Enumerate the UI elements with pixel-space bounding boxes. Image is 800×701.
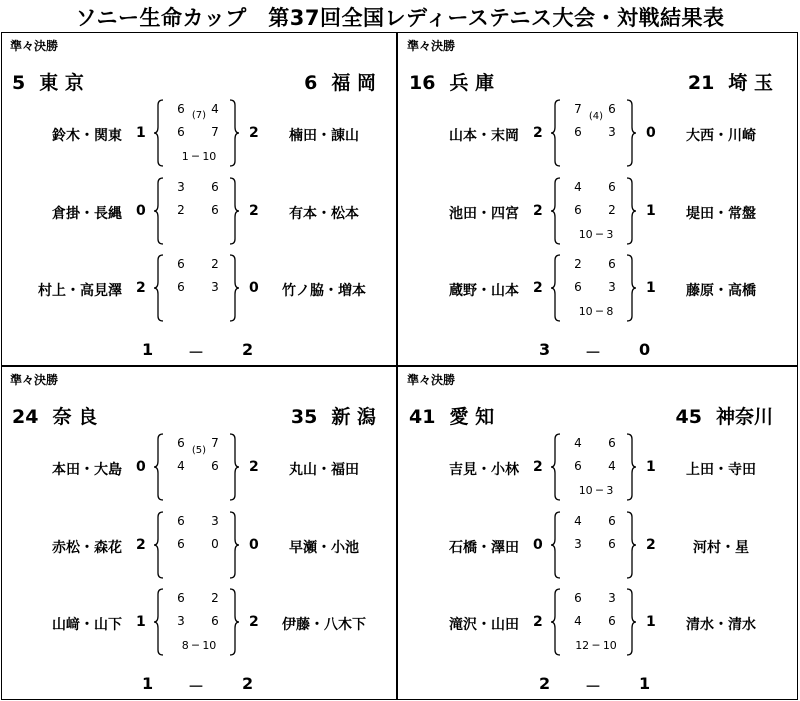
tiebreak-right: 10 <box>202 639 217 652</box>
games-right: 3 <box>211 280 219 294</box>
set-score <box>565 611 627 633</box>
set-score <box>565 588 627 610</box>
games-left: 3 <box>177 614 185 628</box>
right-pair: 堤田・常盤 <box>686 206 756 222</box>
games-left: 4 <box>574 514 582 528</box>
games-left: 6 <box>574 459 582 473</box>
match-row <box>0 586 396 658</box>
games-left: 3 <box>177 180 185 194</box>
match-panel <box>397 32 793 365</box>
right-brace <box>625 511 637 579</box>
set-scores <box>168 509 230 581</box>
right-team <box>304 68 376 95</box>
left-team <box>12 68 84 95</box>
right-brace <box>625 99 637 167</box>
games-right: 6 <box>608 436 616 450</box>
tiebreak-dash: ─ <box>592 228 607 241</box>
right-team-number: 45 <box>675 406 702 428</box>
match-row <box>0 509 396 581</box>
match-tiebreak-score <box>565 639 627 652</box>
games-right: 4 <box>211 102 219 116</box>
tiebreak-right: 3 <box>606 484 614 497</box>
right-brace <box>625 588 637 656</box>
total-left: 2 <box>539 674 551 693</box>
left-pair: 鈴木・関東 <box>52 128 122 144</box>
set-score <box>168 200 230 222</box>
total-dash: － <box>188 343 205 362</box>
match-tiebreak-score <box>565 484 627 497</box>
right-team-name: 福 岡 <box>331 72 376 94</box>
set-score <box>168 511 230 533</box>
match-row <box>397 97 793 169</box>
left-team-number: 5 <box>12 72 26 94</box>
left-brace <box>550 177 562 245</box>
games-left: 6 <box>177 591 185 605</box>
tiebreak-dash: ─ <box>592 305 607 318</box>
set-score <box>565 177 627 199</box>
set-score <box>565 511 627 533</box>
games-left: 6 <box>574 280 582 294</box>
left-team-number: 16 <box>409 72 436 94</box>
set-score <box>168 534 230 556</box>
left-brace <box>153 177 165 245</box>
right-pair: 河村・星 <box>693 540 749 556</box>
games-left: 4 <box>574 614 582 628</box>
left-pair: 山本・末岡 <box>449 128 519 144</box>
match-tiebreak-score <box>565 228 627 241</box>
round-label: 準々決勝 <box>407 373 456 387</box>
round-label: 準々決勝 <box>407 39 456 53</box>
tiebreak-left: 10 <box>578 305 593 318</box>
right-sets-won: 2 <box>249 614 259 630</box>
match-row <box>397 431 793 503</box>
right-pair: 早瀬・小池 <box>289 540 359 556</box>
games-right: 6 <box>211 459 219 473</box>
match-tiebreak-score <box>168 150 230 163</box>
right-pair: 清水・清水 <box>686 617 756 633</box>
right-team-number: 35 <box>290 406 318 428</box>
games-left: 2 <box>177 203 185 217</box>
tiebreak-left: 10 <box>578 484 593 497</box>
tiebreak-right: 10 <box>202 150 217 163</box>
left-brace <box>550 433 562 501</box>
match-panel <box>397 366 793 699</box>
tiebreak-left: 12 <box>575 639 590 652</box>
match-row <box>397 252 793 324</box>
left-brace <box>153 511 165 579</box>
right-brace <box>625 254 637 322</box>
right-team-name: 埼 玉 <box>728 72 773 94</box>
right-brace <box>625 433 637 501</box>
games-right: 3 <box>608 125 616 139</box>
set-score <box>565 277 627 299</box>
games-left: 6 <box>177 436 185 450</box>
games-right: 3 <box>608 591 616 605</box>
round-label: 準々決勝 <box>10 39 59 53</box>
right-brace <box>228 588 240 656</box>
set-score <box>565 200 627 222</box>
total-left: 1 <box>142 340 154 359</box>
left-sets-won: 0 <box>533 537 543 553</box>
games-left: 6 <box>177 514 185 528</box>
right-brace <box>228 177 240 245</box>
games-right: 7 <box>211 125 219 139</box>
right-sets-won: 0 <box>646 125 656 141</box>
right-pair: 伊藤・八木下 <box>282 617 366 633</box>
set-scores <box>168 97 230 169</box>
match-row <box>0 431 396 503</box>
set-scores <box>565 175 627 247</box>
tiebreak-note: (7) <box>191 110 207 121</box>
games-right: 6 <box>211 203 219 217</box>
set-scores <box>168 431 230 503</box>
left-brace <box>550 511 562 579</box>
set-score <box>565 300 627 322</box>
left-team-name: 兵 庫 <box>449 72 495 94</box>
total-right: 0 <box>639 340 651 359</box>
match-panel <box>0 366 396 699</box>
match-tiebreak-score <box>565 305 627 318</box>
right-sets-won: 2 <box>646 537 656 553</box>
total-dash: － <box>188 677 205 696</box>
right-sets-won: 1 <box>646 203 656 219</box>
total-dash: － <box>585 677 602 696</box>
right-sets-won: 2 <box>249 459 259 475</box>
left-team-number: 24 <box>12 406 39 428</box>
right-sets-won: 0 <box>249 280 259 296</box>
set-scores <box>565 252 627 324</box>
right-pair: 藤原・高橋 <box>686 283 756 299</box>
games-left: 7 <box>574 102 582 116</box>
left-sets-won: 2 <box>136 537 146 553</box>
right-pair: 竹ノ脇・増本 <box>282 283 366 299</box>
left-pair: 池田・四宮 <box>449 206 519 222</box>
left-pair: 倉掛・長縄 <box>52 206 122 222</box>
set-scores <box>565 97 627 169</box>
right-pair: 丸山・福田 <box>289 462 359 478</box>
match-row <box>397 509 793 581</box>
set-score <box>565 534 627 556</box>
total-right: 1 <box>639 674 651 693</box>
right-pair: 上田・寺田 <box>686 462 756 478</box>
games-right: 2 <box>211 591 219 605</box>
tiebreak-left: 1 <box>181 150 189 163</box>
games-left: 2 <box>574 257 582 271</box>
right-pair: 有本・松本 <box>289 206 359 222</box>
left-pair: 村上・高見澤 <box>38 283 122 299</box>
set-score <box>168 611 230 633</box>
games-right: 6 <box>608 180 616 194</box>
games-left: 6 <box>177 125 185 139</box>
match-row <box>0 252 396 324</box>
games-left: 4 <box>574 180 582 194</box>
tiebreak-dash: ─ <box>589 639 603 652</box>
left-team <box>409 68 494 95</box>
set-score <box>565 433 627 455</box>
match-row <box>397 175 793 247</box>
games-left: 6 <box>177 102 185 116</box>
set-score <box>168 145 230 167</box>
left-team-name: 東 京 <box>39 72 84 94</box>
left-sets-won: 0 <box>136 203 146 219</box>
left-pair: 吉見・小林 <box>449 462 519 478</box>
set-score <box>168 456 230 478</box>
left-pair: 滝沢・山田 <box>449 617 519 633</box>
right-team <box>291 402 376 429</box>
tiebreak-dash: ─ <box>592 484 607 497</box>
left-sets-won: 2 <box>533 203 543 219</box>
set-score <box>565 122 627 144</box>
games-right: 6 <box>608 102 616 116</box>
right-sets-won: 0 <box>249 537 259 553</box>
set-scores <box>168 252 230 324</box>
total-left: 3 <box>539 340 551 359</box>
games-right: 2 <box>211 257 219 271</box>
right-brace <box>228 511 240 579</box>
total-right: 2 <box>242 340 254 359</box>
left-pair: 山﨑・山下 <box>52 617 122 633</box>
left-brace <box>153 588 165 656</box>
set-score <box>168 277 230 299</box>
total-left: 1 <box>142 674 154 693</box>
match-row <box>0 97 396 169</box>
tiebreak-note: (5) <box>191 445 207 456</box>
set-score <box>168 254 230 276</box>
set-score <box>168 588 230 610</box>
games-right: 6 <box>608 614 616 628</box>
match-tiebreak-score <box>168 639 230 652</box>
set-score <box>565 254 627 276</box>
tiebreak-right: 10 <box>602 639 617 652</box>
games-left: 4 <box>177 459 185 473</box>
left-brace <box>153 99 165 167</box>
total-dash: － <box>585 343 602 362</box>
right-pair: 楠田・諌山 <box>289 128 359 144</box>
games-right: 2 <box>608 203 616 217</box>
set-score <box>565 223 627 245</box>
right-team-name: 神奈川 <box>715 406 773 428</box>
right-brace <box>228 433 240 501</box>
games-right: 6 <box>608 514 616 528</box>
games-left: 6 <box>574 125 582 139</box>
left-brace <box>550 254 562 322</box>
games-right: 6 <box>608 537 616 551</box>
games-left: 6 <box>177 280 185 294</box>
right-sets-won: 1 <box>646 280 656 296</box>
games-right: 7 <box>211 436 219 450</box>
left-pair: 石橋・澤田 <box>449 540 519 556</box>
games-right: 6 <box>211 180 219 194</box>
tiebreak-dash: ─ <box>188 639 203 652</box>
tiebreak-dash: ─ <box>188 150 203 163</box>
match-panel <box>0 32 396 365</box>
round-label: 準々決勝 <box>10 373 59 387</box>
set-scores <box>565 586 627 658</box>
games-right: 3 <box>211 514 219 528</box>
left-sets-won: 1 <box>136 125 146 141</box>
match-row <box>397 586 793 658</box>
left-sets-won: 0 <box>136 459 146 475</box>
set-scores <box>565 431 627 503</box>
tiebreak-note: (4) <box>588 111 604 122</box>
left-sets-won: 2 <box>136 280 146 296</box>
left-sets-won: 2 <box>533 614 543 630</box>
left-team <box>12 402 97 429</box>
right-team-name: 新 潟 <box>331 406 376 428</box>
set-score <box>565 456 627 478</box>
games-left: 4 <box>574 436 582 450</box>
games-right: 0 <box>211 537 219 551</box>
right-team-number: 6 <box>304 72 318 94</box>
set-scores <box>565 509 627 581</box>
set-score <box>168 177 230 199</box>
games-left: 6 <box>177 537 185 551</box>
set-score <box>565 479 627 501</box>
left-brace <box>550 588 562 656</box>
left-team-name: 愛 知 <box>449 406 495 428</box>
left-brace <box>153 254 165 322</box>
set-score <box>168 122 230 144</box>
left-sets-won: 2 <box>533 459 543 475</box>
left-brace <box>153 433 165 501</box>
left-pair: 赤松・森花 <box>52 540 122 556</box>
left-sets-won: 2 <box>533 280 543 296</box>
set-scores <box>168 586 230 658</box>
match-row <box>0 175 396 247</box>
set-score <box>565 634 627 656</box>
right-sets-won: 2 <box>249 203 259 219</box>
games-right: 3 <box>608 280 616 294</box>
left-brace <box>550 99 562 167</box>
set-score <box>168 634 230 656</box>
left-sets-won: 1 <box>136 614 146 630</box>
games-left: 6 <box>574 203 582 217</box>
tiebreak-left: 10 <box>578 228 593 241</box>
right-brace <box>625 177 637 245</box>
right-team-number: 21 <box>687 72 715 94</box>
games-right: 4 <box>608 459 616 473</box>
tiebreak-right: 8 <box>606 305 614 318</box>
right-sets-won: 1 <box>646 614 656 630</box>
set-scores <box>168 175 230 247</box>
left-sets-won: 2 <box>533 125 543 141</box>
games-right: 6 <box>608 257 616 271</box>
games-left: 3 <box>574 537 582 551</box>
right-brace <box>228 254 240 322</box>
games-left: 6 <box>574 591 582 605</box>
page-title: ソニー生命カップ 第37回全国レディーステニス大会・対戦結果表 <box>75 6 725 30</box>
right-pair: 大西・川崎 <box>686 128 756 144</box>
left-team <box>409 402 494 429</box>
tiebreak-right: 3 <box>606 228 614 241</box>
left-pair: 蔵野・山本 <box>449 283 519 299</box>
left-team-name: 奈 良 <box>52 406 98 428</box>
total-right: 2 <box>242 674 254 693</box>
right-team <box>688 68 773 95</box>
games-right: 6 <box>211 614 219 628</box>
right-brace <box>228 99 240 167</box>
left-team-number: 41 <box>409 406 436 428</box>
right-sets-won: 1 <box>646 459 656 475</box>
left-pair: 本田・大島 <box>52 462 122 478</box>
games-left: 6 <box>177 257 185 271</box>
right-sets-won: 2 <box>249 125 259 141</box>
tiebreak-left: 8 <box>181 639 189 652</box>
right-team <box>676 402 773 429</box>
